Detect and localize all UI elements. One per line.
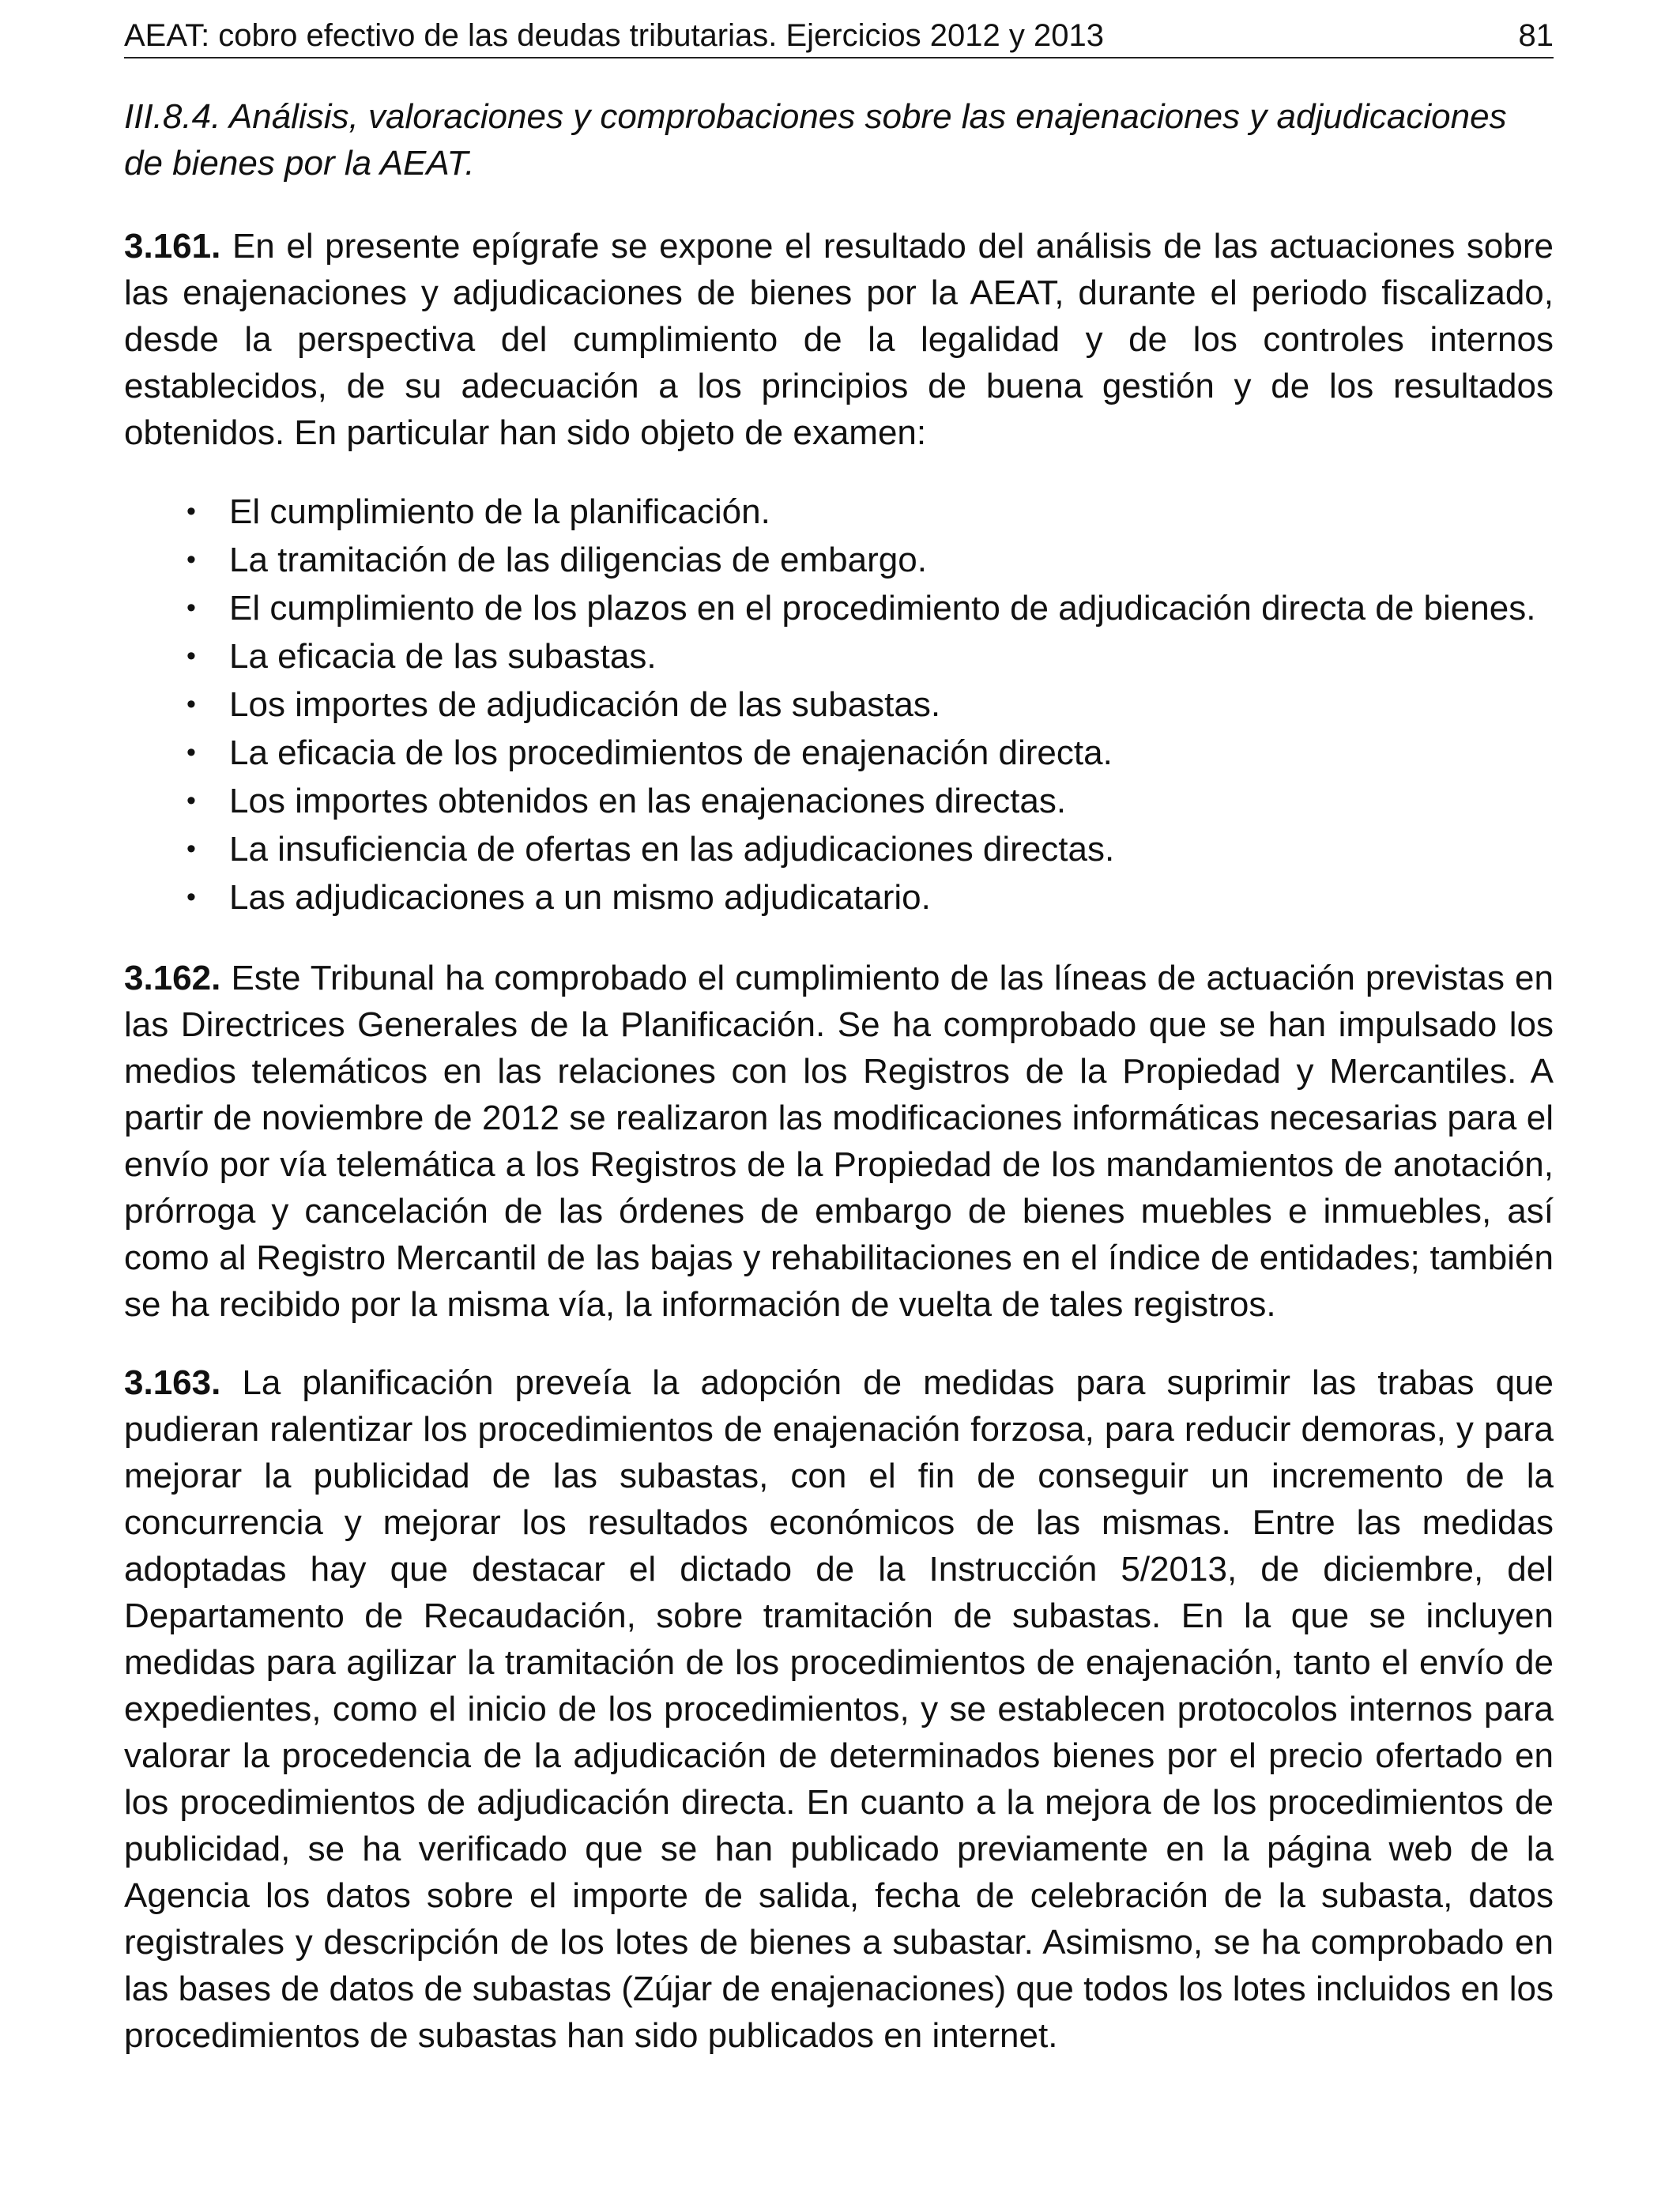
paragraph-3-162 bbox=[124, 955, 1554, 1328]
list-item-text: Los importes obtenidos en las enajenaciones directas. bbox=[229, 782, 1067, 820]
paragraph-3-161 bbox=[124, 223, 1554, 456]
paragraph-number: 3.162. bbox=[124, 959, 221, 997]
list-item bbox=[124, 680, 1554, 729]
list-item bbox=[124, 584, 1554, 632]
bullet-icon: • bbox=[186, 882, 196, 912]
paragraph-3-163 bbox=[124, 1359, 1554, 2059]
paragraph-text: En el presente epígrafe se expone el resultado del análisis de las actuaciones sobre las enajenaciones y adjudicaciones de bienes por la AEAT, durante el periodo fiscalizado, desde la perspectiva del cumplimiento de la legalidad y de los controles internos establecidos, de su adecuación a los principios de buena gestión y de los resultados obtenidos. En particular han sido objeto de examen: bbox=[124, 227, 1554, 452]
list-item bbox=[124, 873, 1554, 922]
list-item-text: La tramitación de las diligencias de embargo. bbox=[229, 541, 927, 579]
list-item-text: El cumplimiento de la planificación. bbox=[229, 492, 770, 531]
list-item-text: El cumplimiento de los plazos en el procedimiento de adjudicación directa de bienes. bbox=[229, 589, 1536, 628]
paragraph-text: Este Tribunal ha comprobado el cumplimiento de las líneas de actuación previstas en las Directrices Generales de la Planificación. Se ha comprobado que se han impulsado los medios telemáticos en las relaciones con los Registros de la Propiedad y Mercantiles. A partir de noviembre de 2012 se realizaron las modificaciones informáticas necesarias para el envío por vía telemática a los Registros de la Propiedad de los mandamientos de anotación, prórroga y cancelación de las órdenes de embargo de bienes muebles e inmuebles, así como al Registro Mercantil de las bajas y rehabilitaciones en el índice de entidades; también se ha recibido por la misma vía, la información de vuelta de tales registros. bbox=[124, 959, 1554, 1324]
list-item bbox=[124, 632, 1554, 680]
list-item-text: La eficacia de las subastas. bbox=[229, 637, 657, 676]
bullet-icon: • bbox=[186, 737, 196, 767]
bullet-icon: • bbox=[186, 496, 196, 526]
paragraph-text: La planificación preveía la adopción de medidas para suprimir las trabas que pudieran ralentizar los procedimientos de enajenación forzosa, para reducir demoras, y para mejorar la publicidad de las subastas, con el fin de conseguir un incremento de la concurrencia y mejorar los resultados económicos de las mismas. Entre las medidas adoptadas hay que destacar el dictado de la Instrucción 5/2013, de diciembre, del Departamento de Recaudación, sobre tramitación de subastas. En la que se incluyen medidas para agilizar la tramitación de los procedimientos de enajenación, tanto el envío de expedientes, como el inicio de los procedimientos, y se establecen protocolos internos para valorar la procedencia de la adjudicación de determinados bienes por el precio ofertado en los procedimientos de adjudicación directa. En cuanto a la mejora de los procedimientos de publicidad, se ha verificado que se han publicado previamente en la página web de la Agencia los datos sobre el importe de salida, fecha de celebración de la subasta, datos registrales y descripción de los lotes de bienes a subastar. Asimismo, se ha comprobado en las bases de datos de subastas (Zújar de enajenaciones) que todos los lotes incluidos en los procedimientos de subastas han sido publicados en internet. bbox=[124, 1363, 1554, 2055]
list-item bbox=[124, 777, 1554, 825]
list-item bbox=[124, 536, 1554, 584]
bullet-icon: • bbox=[186, 834, 196, 864]
list-item bbox=[124, 488, 1554, 536]
list-item bbox=[124, 729, 1554, 777]
examination-list bbox=[124, 488, 1554, 922]
list-item bbox=[124, 825, 1554, 873]
bullet-icon: • bbox=[186, 545, 196, 575]
page-number: 81 bbox=[1518, 18, 1554, 53]
list-item-text: Las adjudicaciones a un mismo adjudicatario. bbox=[229, 878, 931, 917]
list-item-text: Los importes de adjudicación de las subastas. bbox=[229, 685, 941, 724]
list-item-text: La insuficiencia de ofertas en las adjudicaciones directas. bbox=[229, 830, 1115, 869]
document-body bbox=[124, 93, 1554, 2090]
list-item-text: La eficacia de los procedimientos de enajenación directa. bbox=[229, 733, 1113, 772]
bullet-icon: • bbox=[186, 641, 196, 671]
section-title: III.8.4. Análisis, valoraciones y comprobaciones sobre las enajenaciones y adjudicaciones de bienes por la AEAT. bbox=[124, 97, 1507, 183]
bullet-icon: • bbox=[186, 786, 196, 816]
page-header bbox=[124, 14, 1554, 58]
header-title: AEAT: cobro efectivo de las deudas tributarias. Ejercicios 2012 y 2013 bbox=[124, 18, 1104, 53]
bullet-icon: • bbox=[186, 689, 196, 719]
bullet-icon: • bbox=[186, 593, 196, 623]
paragraph-number: 3.161. bbox=[124, 227, 221, 266]
paragraph-number: 3.163. bbox=[124, 1363, 221, 1402]
